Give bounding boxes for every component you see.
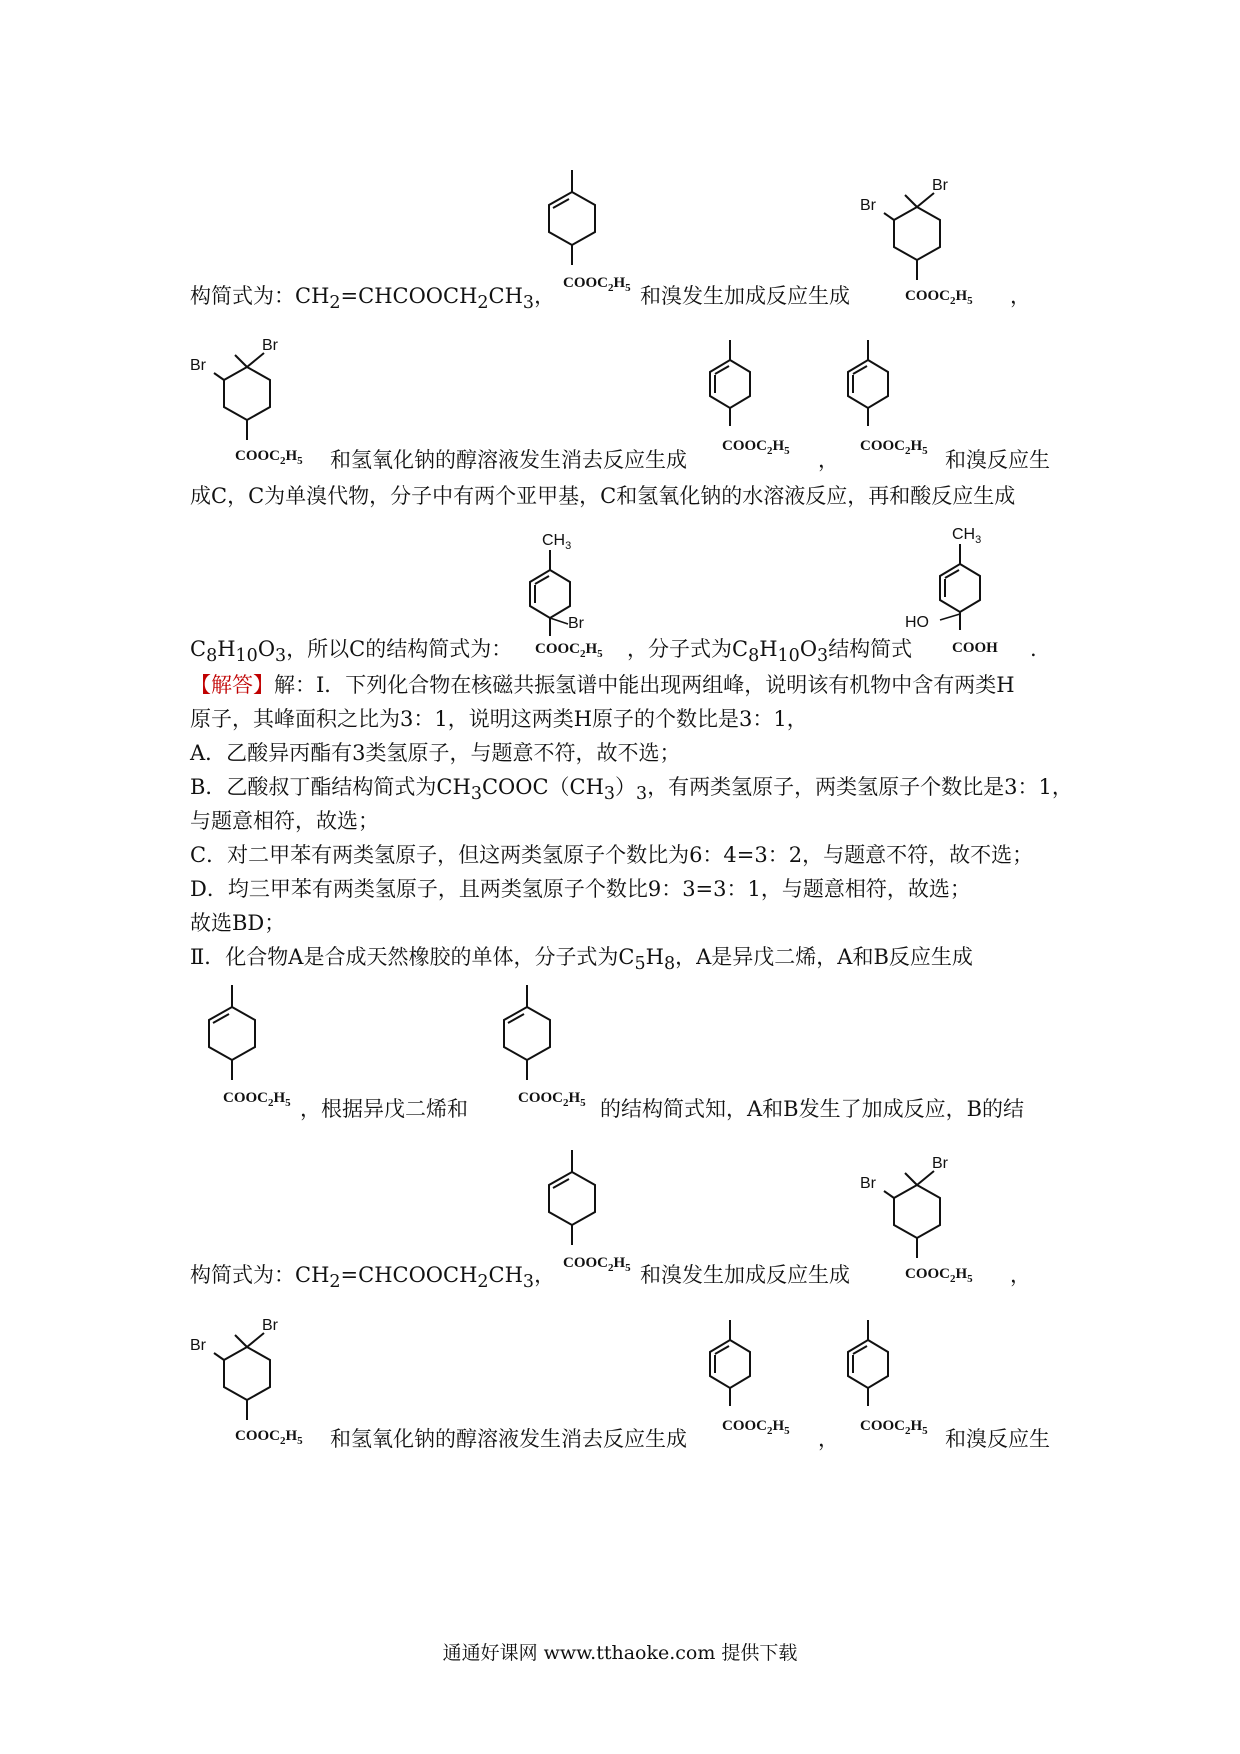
page-footer: 通通好课网 www.tthaoke.com 提供下载 (442, 1642, 798, 1664)
svg-text:Br: Br (932, 177, 948, 194)
molecule-diene-2 (838, 340, 938, 459)
svg-text:Br: Br (932, 1155, 948, 1172)
ester-label: $COOC_2H_5$ (905, 288, 973, 307)
svg-text:CH3: $CH_3$ (952, 526, 982, 546)
molecule-ring-ester-2 (195, 985, 305, 1119)
answer-tag: 【解答】 (190, 673, 274, 697)
molecule-c-hydroxy-acid (900, 522, 1030, 656)
ester-label: $COOC_2H_5$ (860, 438, 928, 457)
text-line-12: 故选BD； (190, 911, 286, 935)
text-line-11: D．均三甲苯有两类氢原子，且两类氢原子个数比9：3=3：1，与题意相符，故选； (190, 877, 971, 901)
svg-text:Br: Br (190, 357, 206, 374)
ester-label: $COOC_2H_5$ (722, 438, 790, 457)
text-line-13: Ⅱ．化合物A是合成天然橡胶的单体，分子式为$C_5H_8$，A是异戊二烯，A和B反应生成 (190, 945, 973, 975)
text-line-16-right: 和溴反应生 (945, 1427, 1050, 1451)
molecule-diene-1 (700, 340, 800, 459)
comma: ， (818, 1427, 839, 1451)
molecule-dibromo-2 (190, 325, 320, 467)
ester-label: $COOC_2H_5$ (223, 1090, 291, 1109)
svg-text:Br: Br (262, 337, 278, 354)
text-line-8: B．乙酸叔丁酯结构简式为$CH_3COOC(CH_3)_3$，有两类氢原子，两类氢原子个数比是3：1， (190, 775, 1073, 805)
molecule-diene-3 (700, 1320, 800, 1439)
text-line-3: 成C，C为单溴代物，分子中有两个亚甲基，C和氢氧化钠的水溶液反应，再和酸反应生成 (190, 484, 1016, 508)
period: . (1030, 637, 1037, 661)
text-line-10: C．对二甲苯有两类氢原子，但这两类氢原子个数比为6：4=3：2，与题意不符，故不选； (190, 843, 1034, 867)
svg-text:Br: Br (860, 197, 876, 214)
text-line-2-right: 和溴反应生 (945, 448, 1050, 472)
text-line-1-right: 和溴发生加成反应生成 (640, 284, 850, 308)
svg-text:Br: Br (262, 1317, 278, 1334)
ester-label: $COOC_2H_5$ (860, 1418, 928, 1437)
molecule-dibromo-3 (860, 1143, 990, 1285)
svg-text:Br: Br (568, 615, 584, 632)
comma: ， (818, 448, 839, 472)
svg-text:Br: Br (190, 1337, 206, 1354)
molecule-dibromo-1 (860, 165, 990, 307)
ester-label: $COOC_2H_5$ (722, 1418, 790, 1437)
ester-label: $COOC_2H_5$ (563, 1255, 631, 1274)
ester-label: $COOC_2H_5$ (235, 1428, 303, 1447)
text-line-9: 与题意相符，故选； (190, 809, 379, 833)
text-line-15: 构简式为：$CH_2=CHCOOCH_2CH_3$， (190, 1263, 556, 1293)
comma: ， (1010, 1263, 1031, 1287)
svg-text:COOH: COOH (952, 640, 998, 656)
text-line-4: $C_8H_{10}O_3$，所以C的结构简式为： (190, 637, 513, 667)
text-line-2: 和氢氧化钠的醇溶液发生消去反应生成 (330, 448, 687, 472)
molecule-ring-ester-3 (490, 985, 600, 1119)
text-line-14: ，根据异戊二烯和 (300, 1097, 468, 1121)
molecule-dibromo-4 (190, 1305, 320, 1447)
ester-label: $COOC_2H_5$ (535, 641, 603, 660)
text-line-15-right: 和溴发生加成反应生成 (640, 1263, 850, 1287)
text-line-1: 构简式为：$CH_2=CHCOOCH_2CH_3$， (190, 284, 556, 314)
text-line-6: 原子，其峰面积之比为3：1，说明这两类H原子的个数比是3：1， (190, 707, 808, 731)
text-line-16: 和氢氧化钠的醇溶液发生消去反应生成 (330, 1427, 687, 1451)
svg-text:HO: HO (905, 614, 929, 631)
text-line-5: 【解答】解：Ⅰ．下列化合物在核磁共振氢谱中能出现两组峰，说明该有机物中含有两类H (190, 673, 1015, 697)
comma: ， (1010, 284, 1031, 308)
text-line-14-right: 的结构简式知，A和B发生了加成反应，B的结 (600, 1097, 1025, 1121)
molecule-diene-4 (838, 1320, 938, 1439)
ester-label: $COOC_2H_5$ (518, 1090, 586, 1109)
ester-label: $COOC_2H_5$ (563, 275, 631, 294)
molecule-c-bromo (510, 528, 630, 660)
text-line-7: A．乙酸异丙酯有3类氢原子，与题意不符，故不选； (190, 741, 681, 765)
text-line-4-mid: ，分子式为$C_8H_{10}O_3$结构简式 (627, 637, 913, 667)
ester-label: $COOC_2H_5$ (235, 448, 303, 467)
ester-label: $COOC_2H_5$ (905, 1266, 973, 1285)
svg-text:CH3: $CH_3$ (542, 532, 572, 552)
svg-text:Br: Br (860, 1175, 876, 1192)
